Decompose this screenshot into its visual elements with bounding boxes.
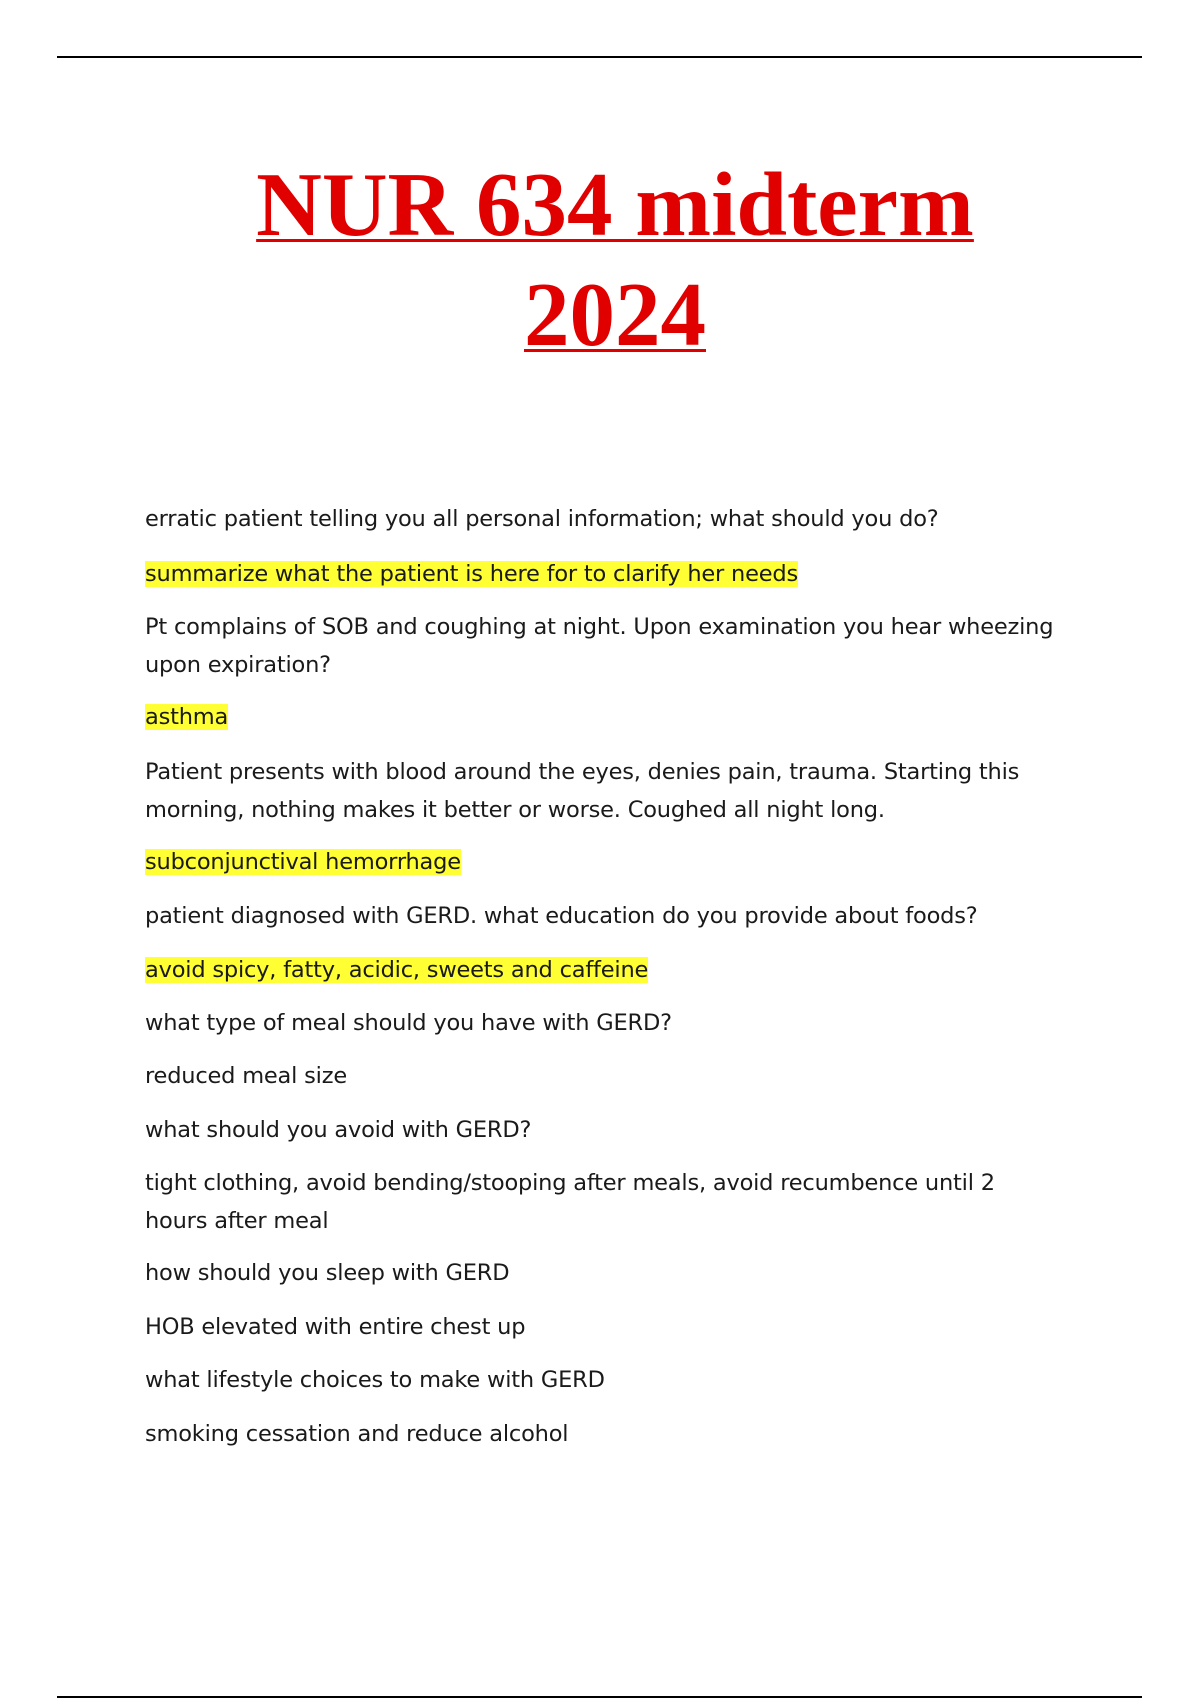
answer-5: reduced meal size bbox=[145, 1063, 347, 1089]
question-7: how should you sleep with GERD bbox=[145, 1260, 510, 1286]
answer-1: summarize what the patient is here for to clarify her needs bbox=[145, 561, 799, 587]
question-1: erratic patient telling you all personal information; what should you do? bbox=[145, 506, 939, 532]
document-title bbox=[0, 150, 1200, 370]
question-6: what should you avoid with GERD? bbox=[145, 1117, 532, 1143]
question-4: patient diagnosed with GERD. what education do you provide about foods? bbox=[145, 903, 978, 929]
question-5: what type of meal should you have with GERD? bbox=[145, 1010, 672, 1036]
question-2: Pt complains of SOB and coughing at night. Upon examination you hear wheezing upon expiration? bbox=[145, 614, 1054, 678]
top-rule bbox=[57, 56, 1142, 58]
answer-4: avoid spicy, fatty, acidic, sweets and caffeine bbox=[145, 957, 649, 983]
title-line-2: 2024 bbox=[524, 264, 706, 365]
title-line-1: NUR 634 midterm bbox=[256, 154, 974, 255]
question-8: what lifestyle choices to make with GERD bbox=[145, 1367, 605, 1393]
answer-6: tight clothing, avoid bending/stooping after meals, avoid recumbence until 2 hours after meal bbox=[145, 1170, 995, 1234]
answer-3: subconjunctival hemorrhage bbox=[145, 849, 461, 875]
answer-7: HOB elevated with entire chest up bbox=[145, 1314, 526, 1340]
answer-8: smoking cessation and reduce alcohol bbox=[145, 1421, 569, 1447]
bottom-rule bbox=[57, 1696, 1142, 1698]
answer-2: asthma bbox=[145, 704, 229, 730]
question-3: Patient presents with blood around the eyes, denies pain, trauma. Starting this morning, nothing makes it better or worse. Coughed all night long. bbox=[145, 759, 1020, 823]
